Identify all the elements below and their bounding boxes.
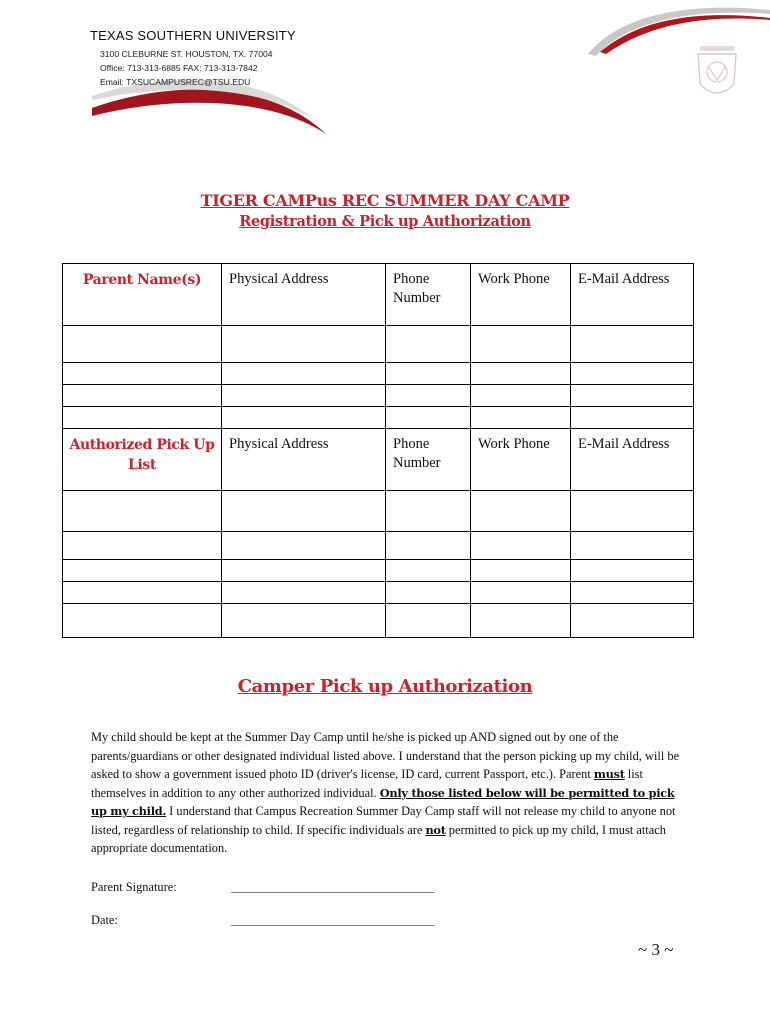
email-cell[interactable] <box>571 363 694 385</box>
header-work-phone: Work Phone <box>471 429 571 491</box>
phone-cell[interactable] <box>386 604 471 638</box>
phone-cell[interactable] <box>386 560 471 582</box>
parent-signature-label: Parent Signature: <box>91 880 177 894</box>
phone-cell[interactable] <box>386 385 471 407</box>
address-cell[interactable] <box>222 582 386 604</box>
header-authorized-pickup-list: Authorized Pick Up List <box>63 429 222 491</box>
pickup-name-cell[interactable] <box>63 582 222 604</box>
authorization-text-4: permitted to pick up my child, I must attach appropriate documentation. <box>91 822 666 855</box>
table-row <box>63 582 694 604</box>
pickup-name-cell[interactable] <box>63 532 222 560</box>
email-cell[interactable] <box>571 491 694 532</box>
date-row <box>91 913 434 928</box>
header-phone-number: Phone Number <box>386 429 471 491</box>
work-phone-cell[interactable] <box>471 604 571 638</box>
address-cell[interactable] <box>222 407 386 429</box>
email-cell[interactable] <box>571 407 694 429</box>
work-phone-cell[interactable] <box>471 407 571 429</box>
phone-cell[interactable] <box>386 532 471 560</box>
authorization-heading: Camper Pick up Authorization <box>237 676 533 697</box>
table-row <box>63 363 694 385</box>
parent-info-table <box>62 263 694 429</box>
authorization-paragraph <box>91 728 691 858</box>
work-phone-cell[interactable] <box>471 582 571 604</box>
header-work-phone: Work Phone <box>471 264 571 326</box>
email-cell[interactable] <box>571 604 694 638</box>
phone-cell[interactable] <box>386 582 471 604</box>
email-cell[interactable] <box>571 532 694 560</box>
address-cell[interactable] <box>222 385 386 407</box>
university-seal-icon <box>688 40 746 112</box>
header-physical-address: Physical Address <box>222 264 386 326</box>
address-cell[interactable] <box>222 491 386 532</box>
header-parent-names: Parent Name(s) <box>63 264 222 326</box>
email-cell[interactable] <box>571 560 694 582</box>
pickup-name-cell[interactable] <box>63 491 222 532</box>
parent-name-cell[interactable] <box>63 407 222 429</box>
email-cell[interactable] <box>571 385 694 407</box>
table-row <box>63 407 694 429</box>
address-cell[interactable] <box>222 604 386 638</box>
letterhead <box>90 28 296 87</box>
phone-cell[interactable] <box>386 326 471 363</box>
parent-signature-row <box>91 880 434 895</box>
form-title-line1: TIGER CAMPus REC SUMMER DAY CAMP <box>200 191 570 210</box>
parent-name-cell[interactable] <box>63 363 222 385</box>
form-title-line2: Registration & Pick up Authorization <box>239 213 531 230</box>
work-phone-cell[interactable] <box>471 363 571 385</box>
work-phone-cell[interactable] <box>471 560 571 582</box>
authorization-text-1: My child should be kept at the Summer Day Camp until he/she is picked up AND signed out by one of the parents/guardians or other designated individual listed above. I understand that the person picking up my child, will be asked to show a government issued photo ID (driver's license, ID card, current Passport, etc.). Parent <box>91 730 680 781</box>
must-emphasis: must <box>593 767 625 781</box>
header-email-address: E-Mail Address <box>571 429 694 491</box>
parent-signature-field[interactable]: ___________________________________ <box>231 880 434 894</box>
authorized-pickup-table <box>62 428 694 638</box>
pickup-name-cell[interactable] <box>63 604 222 638</box>
phone-cell[interactable] <box>386 491 471 532</box>
email-cell[interactable] <box>571 582 694 604</box>
table-row <box>63 532 694 560</box>
phone-fax: Office: 713-313-6885 FAX: 713-313-7842 <box>100 63 258 73</box>
address-cell[interactable] <box>222 532 386 560</box>
table-row <box>63 560 694 582</box>
email-cell[interactable] <box>571 326 694 363</box>
header-physical-address: Physical Address <box>222 429 386 491</box>
address-cell[interactable] <box>222 363 386 385</box>
authorization-text-3: I understand that Campus Recreation Summer Day Camp staff will not release my child to anyone not listed, regardless of relationship to child. If specific individuals are <box>91 804 676 837</box>
work-phone-cell[interactable] <box>471 491 571 532</box>
work-phone-cell[interactable] <box>471 385 571 407</box>
date-label: Date: <box>91 913 118 927</box>
page-number: ~ 3 ~ <box>638 940 674 959</box>
parent-name-cell[interactable] <box>63 326 222 363</box>
header-email-address: E-Mail Address <box>571 264 694 326</box>
address-cell[interactable] <box>222 560 386 582</box>
university-name: TEXAS SOUTHERN UNIVERSITY <box>90 28 296 43</box>
pickup-name-cell[interactable] <box>63 560 222 582</box>
email-address: Email: TXSUCAMPUSREC@TSU.EDU <box>100 77 251 87</box>
permitted-notice: Only those listed below will be permitted to pick up my child. <box>91 785 675 818</box>
form-title <box>0 190 770 232</box>
header-phone-number: Phone Number <box>386 264 471 326</box>
work-phone-cell[interactable] <box>471 326 571 363</box>
table-row <box>63 326 694 363</box>
date-field[interactable]: ___________________________________ <box>231 913 434 927</box>
work-phone-cell[interactable] <box>471 532 571 560</box>
address-cell[interactable] <box>222 326 386 363</box>
phone-cell[interactable] <box>386 407 471 429</box>
street-address: 3100 CLEBURNE ST. HOUSTON, TX. 77004 <box>100 49 273 59</box>
parent-name-cell[interactable] <box>63 385 222 407</box>
authorization-text-2: list themselves in addition to any other authorized individual. <box>91 767 643 800</box>
table-row <box>63 385 694 407</box>
phone-cell[interactable] <box>386 363 471 385</box>
not-emphasis: not <box>425 822 446 837</box>
table-row <box>63 491 694 532</box>
table-row <box>63 604 694 638</box>
